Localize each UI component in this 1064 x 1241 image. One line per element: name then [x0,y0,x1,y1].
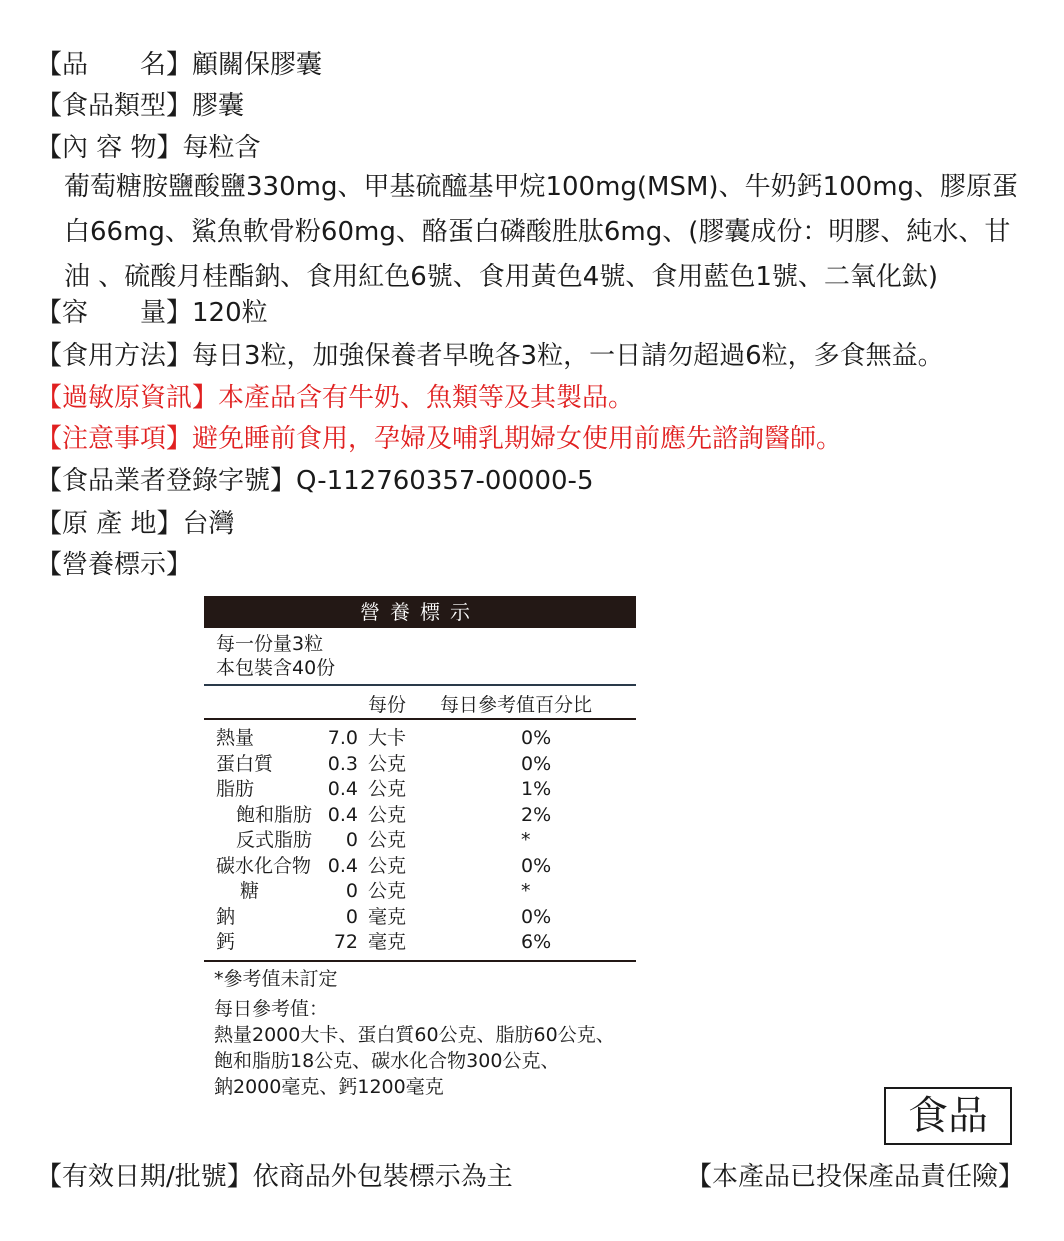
capacity-label: 【容 量】 [36,298,193,328]
origin-line [36,507,235,541]
nutrient-daily-percent: 1% [521,778,552,800]
nutrient-unit: 公克 [368,752,407,775]
nutrition-table [204,596,636,1100]
nutrient-daily-percent: 0% [521,727,552,749]
product-name-value: 顧關保膠囊 [192,50,323,80]
product-name-label: 【品 名】 [36,50,193,80]
nutrient-row [204,777,636,803]
nutrient-row [204,930,636,956]
nutrient-amount: 72 [333,931,358,953]
daily-reference-line-2: 飽和脂肪18公克、碳水化合物300公克、 [214,1049,560,1072]
origin-label: 【原 產 地】 [36,509,183,539]
usage-label: 【食用方法】 [36,341,193,371]
food-type-label: 【食品類型】 [36,91,193,121]
insurance-note: 【本產品已投保產品責任險】 [685,1162,1024,1192]
nutrient-name: 反式脂肪 [236,829,313,851]
col-per-serving: 每份 [368,694,407,716]
nutrient-amount: 0 [345,880,358,902]
nutrient-unit: 公克 [368,854,407,877]
col-daily-percent: 每日參考值百分比 [440,694,593,716]
nutrient-unit: 公克 [368,880,407,902]
caution-label: 【注意事項】 [36,424,193,454]
contents-value: 每粒含 [182,133,261,163]
nutrient-daily-percent: 6% [521,931,552,953]
registration-line [36,464,593,498]
allergen-value: 本產品含有牛奶、魚類等及其製品。 [218,383,635,413]
nutrient-amount: 0.4 [327,778,358,800]
nutrient-row [204,879,636,905]
servings-per-pack: 本包裝含40份 [216,657,336,679]
nutrient-row [204,905,636,931]
nutrient-row [204,854,636,880]
contents-label: 【內 容 物】 [36,133,183,163]
contents-line [36,131,261,165]
food-type-value: 膠囊 [192,91,245,121]
nutrient-unit: 毫克 [368,931,407,953]
nutrient-name: 脂肪 [216,778,255,800]
food-category-stamp: 食品 [884,1087,1012,1145]
usage-line [36,339,944,373]
nutrient-amount: 0.3 [327,752,358,775]
nutrient-unit: 公克 [368,803,407,826]
nutrition-table-title: 營養標示 [204,596,636,628]
nutrient-unit: 公克 [368,778,407,800]
registration-label: 【食品業者登錄字號】 [36,466,297,496]
capacity-value: 120粒 [192,298,268,328]
caution-line [36,422,842,456]
nutrient-daily-percent: 2% [521,803,552,826]
nutrition-heading: 【營養標示】 [36,550,193,580]
nutrient-amount: 0 [345,829,358,851]
nutrient-daily-percent: 0% [521,854,552,877]
nutrient-row [204,803,636,829]
table-divider [204,960,636,962]
usage-value: 每日3粒，加強保養者早晚各3粒，一日請勿超過6粒，多食無益。 [192,341,944,371]
registration-value: Q-112760357-00000-5 [296,466,594,496]
nutrient-amount: 0 [345,905,358,928]
nutrient-name: 熱量 [216,727,255,749]
serving-size: 每一份量3粒 [216,633,324,655]
nutrient-name: 飽和脂肪 [236,803,313,826]
daily-reference-line-1: 熱量2000大卡、蛋白質60公克、脂肪60公克、 [214,1023,615,1046]
reference-note: *參考值未訂定 [214,967,338,990]
ingredients-text: 葡萄糖胺鹽酸鹽330mg、甲基硫醯基甲烷100mg(MSM)、牛奶鈣100mg、膠原蛋白66mg、鯊魚軟骨粉60mg、酪蛋白磷酸胜肽6mg、(膠囊成份：明膠、純水、甘油 、硫酸月桂酯鈉、食用紅色6號、食用黃色4號、食用藍色1號、二氧化鈦) [64,172,1019,292]
nutrient-daily-percent: * [521,829,531,851]
nutrient-row [204,726,636,752]
nutrient-name: 鈣 [216,931,236,953]
allergen-label: 【過敏原資訊】 [36,383,219,413]
nutrient-daily-percent: * [521,880,531,902]
nutrient-name: 碳水化合物 [216,854,312,877]
nutrient-row [204,828,636,854]
nutrient-name: 鈉 [216,905,236,928]
nutrient-amount: 0.4 [327,803,358,826]
nutrient-name: 蛋白質 [216,752,274,775]
nutrient-row [204,752,636,778]
capacity-line [36,296,268,330]
caution-value: 避免睡前食用，孕婦及哺乳期婦女使用前應先諮詢醫師。 [192,424,843,454]
nutrient-daily-percent: 0% [521,905,552,928]
nutrient-daily-percent: 0% [521,752,552,775]
product-name-line [36,48,322,82]
daily-reference-title: 每日參考值： [214,997,329,1020]
nutrient-rows [204,726,636,956]
nutrient-name: 糖 [240,880,260,902]
nutrient-unit: 大卡 [368,727,407,749]
allergen-line [36,381,634,415]
food-type-line [36,89,244,123]
daily-reference-line-3: 鈉2000毫克、鈣1200毫克 [214,1075,444,1098]
expiry-note: 【有效日期/批號】依商品外包裝標示為主 [36,1162,513,1192]
nutrient-unit: 毫克 [368,905,407,928]
table-divider [204,718,636,720]
nutrient-unit: 公克 [368,829,407,851]
nutrient-amount: 7.0 [327,727,358,749]
nutrient-amount: 0.4 [327,854,358,877]
origin-value: 台灣 [182,509,235,539]
table-column-headers [204,686,636,718]
